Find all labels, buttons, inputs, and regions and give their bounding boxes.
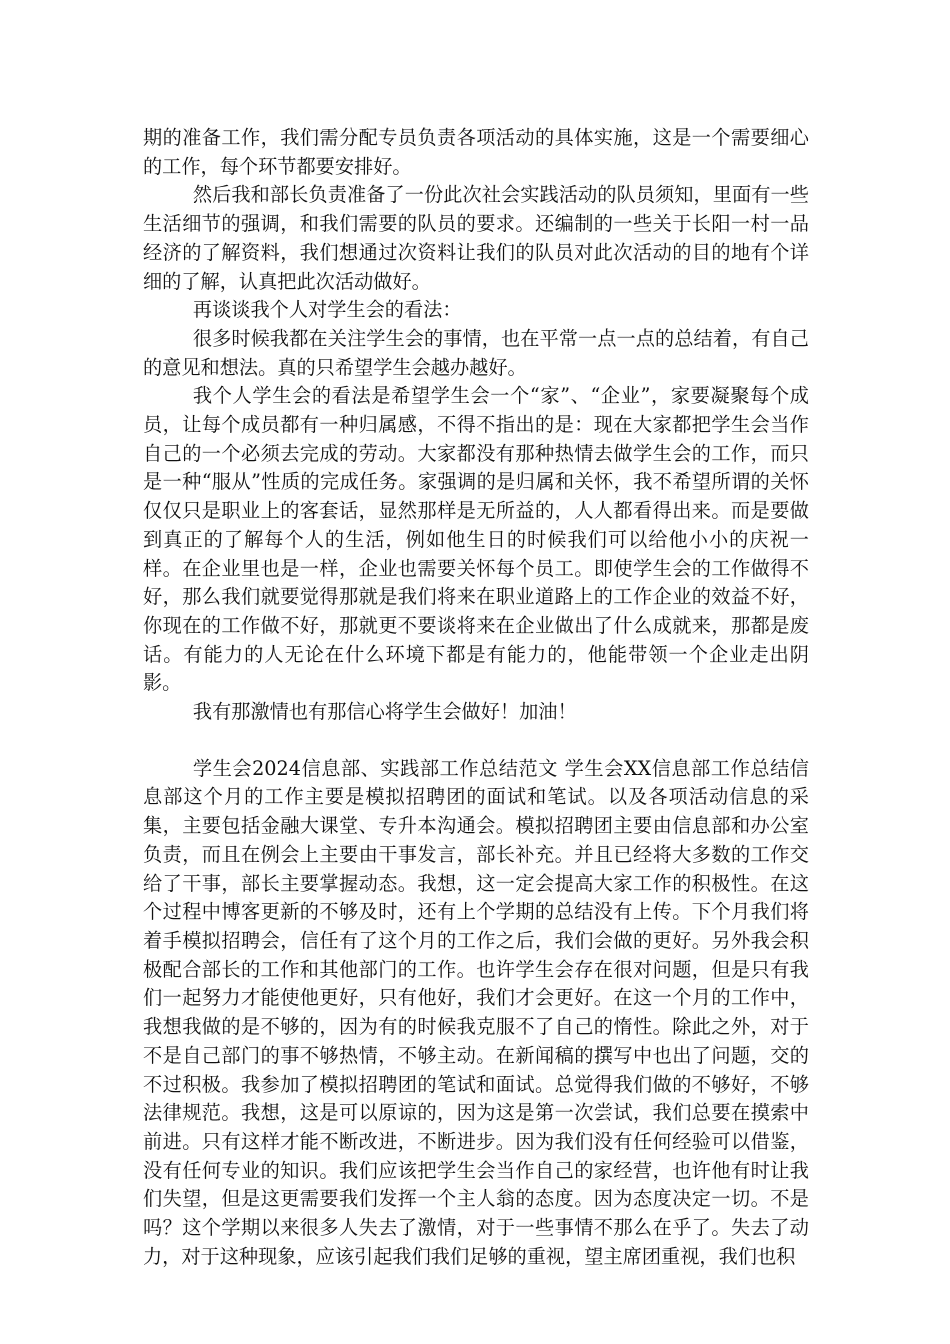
paragraph: 期的准备工作，我们需分配专员负责各项活动的具体实施，这是一个需要细心的工作，每个环节都要安排好。	[143, 126, 809, 178]
paragraph: 学生会2024信息部、实践部工作总结范文 学生会XX信息部工作总结信息部这个月的工作主要是模拟招聘团的面试和笔试。以及各项活动信息的采集，主要包括金融大课堂、专升本沟通会。模拟招聘团主要由信息部和办公室负责，而且在例会上主要由干事发言，部长补充。并且已经将大多数的工作交给了干事，部长主要掌握动态。我想，这一定会提高大家工作的积极性。在这个过程中博客更新的不够及时，还有上个学期的总结没有上传。下个月我们将着手模拟招聘会，信任有了这个月的工作之后，我们会做的更好。另外我会积极配合部长的工作和其他部门的工作。也许学生会存在很对问题，但是只有我们一起努力才能使他更好，只有他好，我们才会更好。在这一个月的工作中，我想我做的是不够的，因为有的时候我克服不了自己的惰性。除此之外，对于不是自己部门的事不够热情，不够主动。在新闻稿的撰写中也出了问题，交的不过积极。我参加了模拟招聘团的笔试和面试。总觉得我们做的不够好，不够法律规范。我想，这是可以原谅的，因为这是第一次尝试，我们总要在摸索中前进。只有这样才能不断改进，不断进步。因为我们没有任何经验可以借鉴，没有任何专业的知识。我们应该把学生会当作自己的家经营，也许他有时让我们失望，但是这更需要我们发挥一个主人翁的态度。因为态度决定一切。不是吗？这个学期以来很多人失去了激情，对于一些事情不那么在乎了。失去了动力，对于这种现象，应该引起我们我们足够的重视，望主席团重视，我们也积	[143, 756, 809, 1268]
paragraph: 我个人学生会的看法是希望学生会一个“家”、“企业”，家要凝聚每个成员，让每个成员都有一种归属感，不得不指出的是：现在大家都把学生会当作自己的一个必须去完成的劳动。大家都没有那种热情去做学生会的工作，而只是一种“服从”性质的完成任务。家强调的是归属和关怀，我不希望所谓的关怀仅仅只是职业上的客套话，显然那样是无所益的，人人都看得出来。而是要做到真正的了解每个人的生活，例如他生日的时候我们可以给他小小的庆祝一样。在企业里也是一样，企业也需要关怀每个员工。即使学生会的工作做得不好，那么我们就要觉得那就是我们将来在职业道路上的工作企业的效益不好，你现在的工作做不好，那就更不要谈将来在企业做出了什么成就来，那都是废话。有能力的人无论在什么环境下都是有能力的，他能带领一个企业走出阴影。	[143, 384, 809, 695]
paragraph: 然后我和部长负责准备了一份此次社会实践活动的队员须知，里面有一些生活细节的强调，和我们需要的队员的要求。还编制的一些关于长阳一村一品经济的了解资料，我们想通过次资料让我们的队员对此次活动的目的地有个详细的了解，认真把此次活动做好。	[143, 183, 809, 293]
paragraph: 很多时候我都在关注学生会的事情，也在平常一点一点的总结着，有自己的意见和想法。真的只希望学生会越办越好。	[143, 326, 809, 379]
section-spacer	[143, 727, 809, 755]
document-page	[143, 124, 809, 1271]
paragraph: 再谈谈我个人对学生会的看法：	[192, 298, 462, 322]
paragraph: 我有那激情也有那信心将学生会做好！加油！	[192, 700, 577, 724]
